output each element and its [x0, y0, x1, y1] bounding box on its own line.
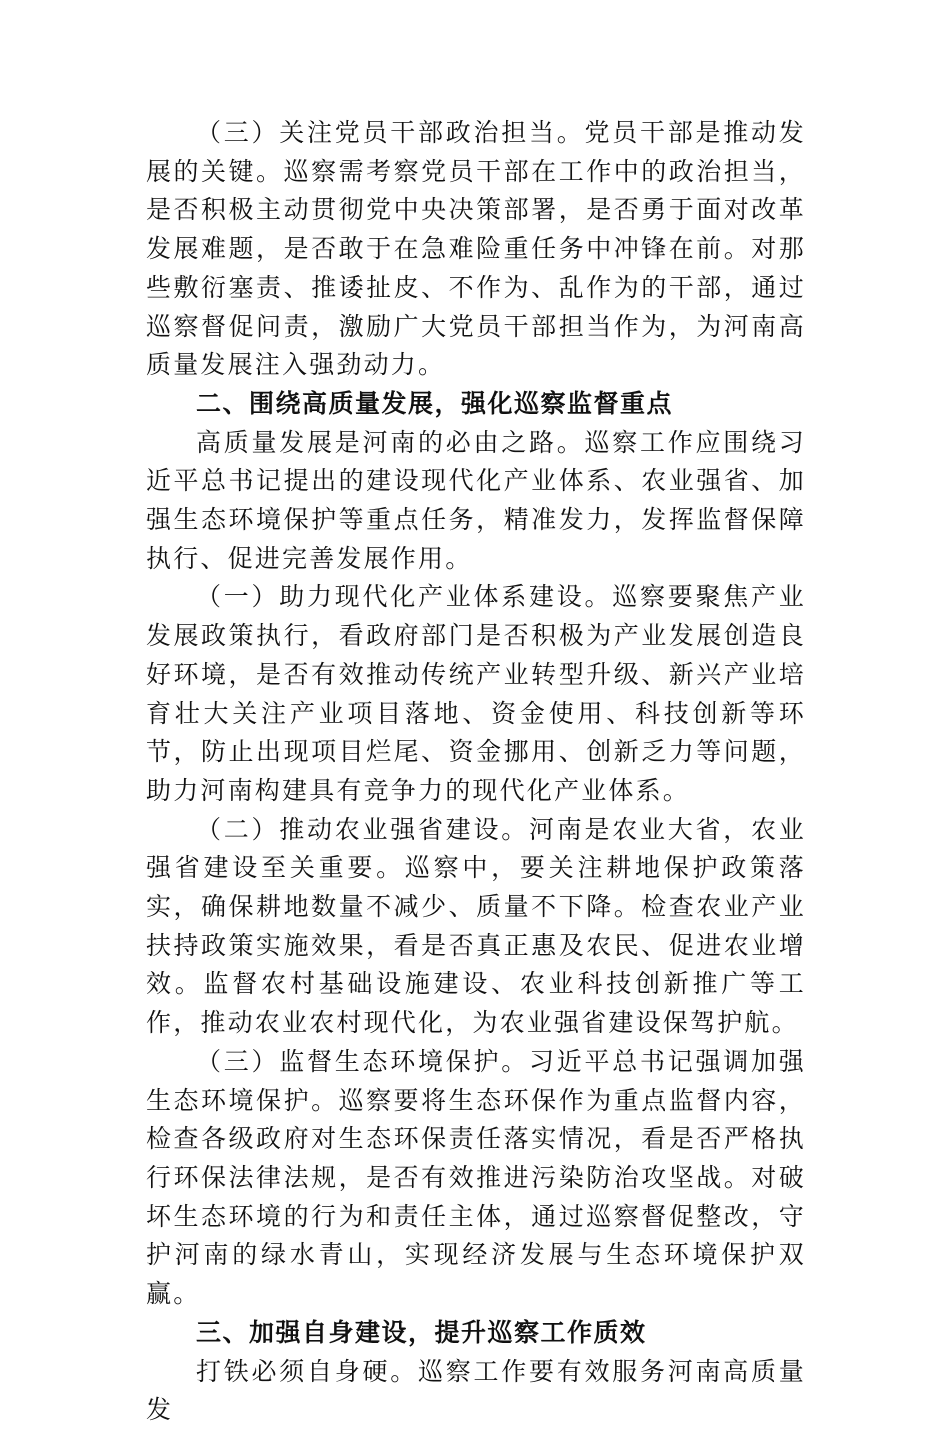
paragraph-ecology [146, 1043, 806, 1314]
section-heading-3: 三、加强自身建设，提升巡察工作质效 [196, 1317, 647, 1347]
paragraph-lead: （三）关注党员干部政治担当。 [196, 118, 585, 147]
paragraph-high-quality-development: 高质量发展是河南的必由之路。巡察工作应围绕习近平总书记提出的建设现代化产业体系、农业强省、加强生态环境保护等重点任务，精准发力，发挥监督保障执行、促进完善发展作用。 [146, 427, 806, 573]
paragraph-political-responsibility [146, 114, 806, 385]
paragraph-lead: （一）助力现代化产业体系建设。 [196, 582, 613, 612]
paragraph-body: 巡察要聚焦产业发展政策执行，看政府部门是否积极为产业发展创造良好环境，是否有效推动传统产业转型升级、新兴产业培育壮大关注产业项目落地、资金使用、科技创新等环节，防止出现项目烂尾、资金挪用、创新乏力等问题，助力河南构建具有竞争力的现代化产业体系。 [146, 582, 806, 805]
paragraph-agriculture [146, 811, 806, 1043]
paragraph-lead: （三）监督生态环境保护。 [196, 1046, 530, 1076]
section-heading-2: 二、围绕高质量发展，强化巡察监督重点 [196, 388, 674, 418]
paragraph-self-building: 打铁必须自身硬。巡察工作要有效服务河南高质量发 [146, 1356, 806, 1425]
paragraph-body: 习近平总书记强调加强生态环境保护。巡察要将生态环保作为重点监督内容，检查各级政府对生态环保责任落实情况，看是否严格执行环保法律法规，是否有效推进污染防治攻坚战。对破坏生态环境的行为和责任主体，通过巡察督促整改，守护河南的绿水青山，实现经济发展与生态环境保护双赢。 [146, 1046, 806, 1309]
paragraph-lead: （二）推动农业强省建设。 [196, 814, 530, 844]
paragraph-body: 党员干部是推动发展的关键。巡察需考察党员干部在工作中的政治担当，是否积极主动贯彻党中央决策部署，是否勇于面对改革发展难题，是否敢于在急难险重任务中冲锋在前。对那些敷衍塞责、推诿扯皮、不作为、乱作为的干部，通过巡察督促问责，激励广大党员干部担当作为，为河南高质量发展注入强劲动力。 [146, 118, 806, 380]
paragraph-industrial-system [146, 578, 806, 810]
document-page [146, 114, 806, 1430]
paragraph-body: 河南是农业大省，农业强省建设至关重要。巡察中，要关注耕地保护政策落实，确保耕地数量不减少、质量不下降。检查农业产业扶持政策实施效果，看是否真正惠及农民、促进农业增效。监督农村基础设施建设、农业科技创新推广等工作，推动农业农村现代化，为农业强省建设保驾护航。 [146, 814, 806, 1038]
